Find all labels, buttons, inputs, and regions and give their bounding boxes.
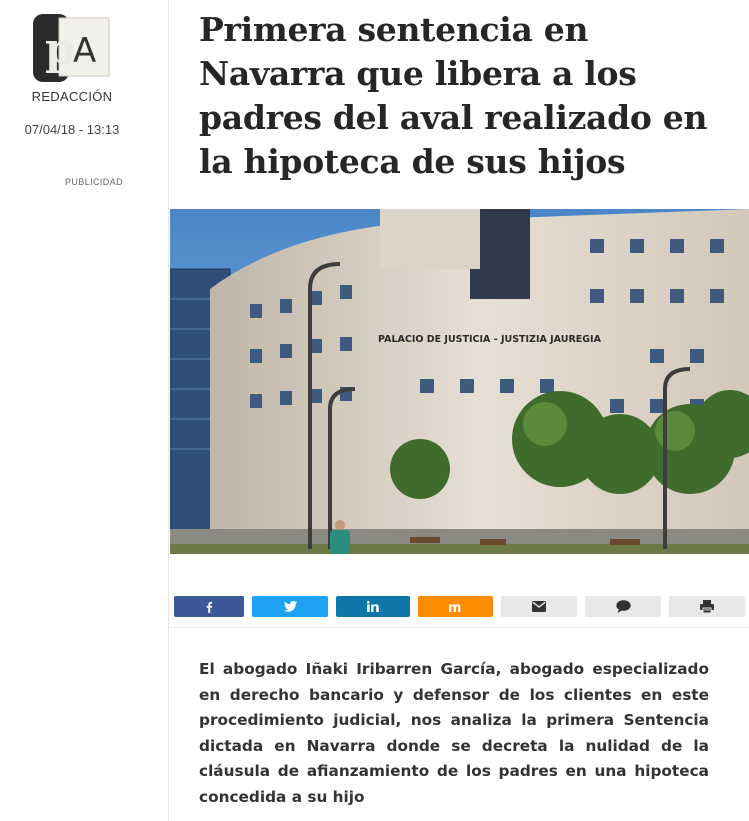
facebook-share-button[interactable] <box>174 596 244 617</box>
meneame-icon <box>449 602 462 612</box>
advertising-label: PUBLICIDAD <box>64 177 123 187</box>
logo-letter-left: p <box>45 24 76 75</box>
print-icon <box>700 600 714 613</box>
share-divider <box>170 627 749 628</box>
linkedin-icon <box>367 601 379 612</box>
twitter-icon <box>284 601 297 612</box>
print-button[interactable] <box>669 596 745 617</box>
comment-icon <box>616 600 631 613</box>
linkedin-share-button[interactable] <box>336 596 410 617</box>
facebook-icon <box>204 601 214 613</box>
publication-logo[interactable] <box>33 12 111 84</box>
article-sidebar <box>0 0 169 821</box>
share-bar <box>174 596 746 617</box>
building-sign: PALACIO DE JUSTICIA - JUSTIZIA JAUREGIA <box>378 334 601 345</box>
twitter-share-button[interactable] <box>252 596 328 617</box>
email-icon <box>532 601 546 612</box>
logo-letter-right: A <box>73 31 97 71</box>
publish-date: 07/04/18 - 13:13 <box>24 122 120 137</box>
article-lead: El abogado Iñaki Iribarren García, abogado especializado en derecho bancario y defensor de los clientes en este procedimiento judicial, nos analiza la primera Sentencia dictada en Navarra donde se decreta la nulidad de la cláusula de afianzamiento de los padres en una hipoteca concedida a su hijo <box>199 660 709 806</box>
article-hero-image <box>170 209 749 554</box>
email-share-button[interactable] <box>501 596 577 617</box>
comments-button[interactable] <box>585 596 661 617</box>
author-name[interactable]: REDACCIÓN <box>31 89 113 104</box>
meneame-share-button[interactable] <box>418 596 493 617</box>
article-headline: Primera sentencia en Navarra que libera a los padres del aval realizado en la hipoteca de sus hijos <box>199 10 708 181</box>
